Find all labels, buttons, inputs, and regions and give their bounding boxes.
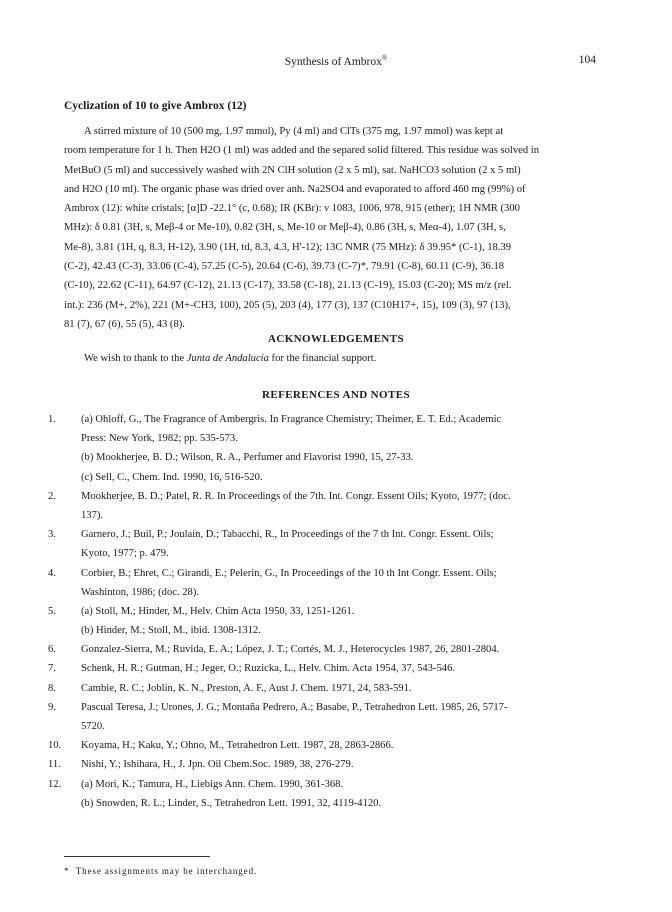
footnote-divider xyxy=(64,856,210,857)
reference-text: Press: New York, 1982; pp. 535-573. xyxy=(81,433,238,445)
reference-text: (b) Mookherjee, B. D.; Wilson, R. A., Perfumer and Flavorist 1990, 15, 27-33. xyxy=(81,452,414,464)
reference-text: (a) Ohloff, G., The Fragrance of Ambergris. In Fragrance Chemistry; Theimer, E. T. Ed.; Academic xyxy=(81,414,502,425)
reference-line xyxy=(48,525,620,544)
reference-text: Pascual Teresa, J.; Urones, J. G.; Montaña Pedrero, A.; Basabe, P., Tetrahedron Lett. 1985, 26, 5717- xyxy=(81,701,508,713)
reference-line xyxy=(48,755,620,774)
reference-number: 2. xyxy=(48,490,56,502)
reference-line xyxy=(48,698,620,717)
reference-text: Koyama, H.; Kaku, Y.; Ohno, M., Tetrahedron Lett. 1987, 28, 2863-2866. xyxy=(81,740,394,752)
reference-line xyxy=(48,640,620,659)
experimental-line: and H2O (10 ml). The organic phase was dried over anh. Na2SO4 and evaporated to afford 460 mg (99%) of xyxy=(64,183,526,195)
reference-line xyxy=(48,659,620,678)
experimental-line: MHz): δ 0.81 (3H, s, Meβ-4 or Me-10), 0.82 (3H, s, Me-10 or Meβ-4), 0.86 (3H, s, Meα-4), 1.07 (3H, s, xyxy=(64,222,506,234)
reference-text: Washinton, 1986; (doc. 28). xyxy=(81,586,200,598)
reference-number: 10. xyxy=(48,740,62,752)
experimental-heading: Cyclization of 10 to give Ambrox (12) xyxy=(64,100,247,112)
reference-number: 8. xyxy=(48,682,56,694)
reference-text: (b) Hinder, M.; Stoll, M., ibid. 1308-1312. xyxy=(81,625,261,637)
reference-text: 5720. xyxy=(81,721,105,732)
page-number: 104 xyxy=(578,54,596,66)
reference-line xyxy=(48,448,620,467)
footnote: * These assignments may be interchanged. xyxy=(64,866,258,876)
reference-line xyxy=(48,717,620,736)
reference-number: 1. xyxy=(48,414,56,425)
reference-number: 9. xyxy=(48,701,56,713)
acknowledgements-text: We wish to thank to the Junta de Andalucía for the financial support. xyxy=(84,353,377,364)
experimental-line: (C-10), 22.62 (C-11), 64.97 (C-12), 21.13 (C-17), 33.58 (C-18), 21.13 (C-19), 15.03 (C-20); MS m/z (rel. xyxy=(64,280,512,292)
reference-number: 11. xyxy=(48,759,61,771)
reference-text: (b) Snowden, R. L.; Linder, S., Tetrahedron Lett. 1991, 32, 4119-4120. xyxy=(81,797,382,809)
reference-line xyxy=(48,775,620,794)
reference-text: 137). xyxy=(81,509,104,521)
reference-text: Gonzalez-Sierra, M.; Ruvida, E. A.; López, J. T.; Cortés, M. J., Heterocycles 1987, 26, 2801-2804. xyxy=(81,644,500,656)
reference-line xyxy=(48,429,620,448)
references-list xyxy=(48,410,620,813)
reference-line xyxy=(48,583,620,602)
reference-number: 3. xyxy=(48,529,56,541)
reference-text: (c) Sell, C., Chem. Ind. 1990, 16, 516-520. xyxy=(81,471,263,483)
reference-line xyxy=(48,794,620,813)
reference-line xyxy=(48,602,620,621)
reference-text: Mookherjee, B. D.; Patel, R. R. In Proceedings of the 7th. Int. Congr. Essent Oils; Kyoto, 1977; (doc. xyxy=(81,490,511,502)
experimental-line: Me-8), 3.81 (1H, q, 8.3, H-12), 3.90 (1H, td, 8.3, 4.3, H'-12); 13C NMR (75 MHz): δ 39.95* (C-1), 18.39 xyxy=(64,241,512,253)
reference-line xyxy=(48,564,620,583)
reference-text: Garnero, J.; Buil, P.; Joulain, D.; Tabacchi, R., In Proceedings of the 7 th Int. Congr. Essent. Oils; xyxy=(81,529,494,541)
reference-number: 5. xyxy=(48,605,56,617)
reference-line xyxy=(48,468,620,487)
reference-text: Nishi, Y.; Ishihara, H., J. Jpn. Oil Chem.Soc. 1989, 38, 276-279. xyxy=(81,759,354,771)
registered-trademark: ® xyxy=(381,54,388,62)
experimental-line: Ambrox (12): white cristals; [α]D -22.1° (c, 0.68); IR (KBr): ν 1083, 1006, 978, 915 (ether); 1H NMR (300 xyxy=(64,203,520,215)
reference-number: 12. xyxy=(48,778,62,790)
reference-text: Schenk, H. R.; Gutman, H.; Jeger, O.; Ruzicka, L., Helv. Chim. Acta 1954, 37, 543-546. xyxy=(81,663,456,675)
experimental-line: A stirred mixture of 10 (500 mg, 1.97 mmol), Py (4 ml) and ClTs (375 mg, 1.97 mmol) was kept at xyxy=(84,126,504,137)
acknowledgements-heading: ACKNOWLEDGEMENTS xyxy=(268,333,404,345)
reference-line xyxy=(48,487,620,506)
experimental-line: int.): 236 (M+, 2%), 221 (M+-CH3, 100), 205 (5), 203 (4), 177 (3), 137 (C10H17+, 15), 109 (3), 97 (13), xyxy=(64,299,511,311)
reference-line xyxy=(48,410,620,429)
reference-line xyxy=(48,621,620,640)
reference-text: (a) Mori, K.; Tamura, H., Liebigs Ann. Chem. 1990, 361-368. xyxy=(81,778,344,790)
reference-text: Cambie, R. C.; Joblin, K. N., Preston, A. F., Aust J. Chem. 1971, 24, 583-591. xyxy=(81,682,412,694)
running-title: Synthesis of Ambrox® xyxy=(284,54,388,68)
experimental-body xyxy=(64,122,616,334)
funder-name: Junta de Andalucía xyxy=(186,353,269,364)
references-heading: REFERENCES AND NOTES xyxy=(262,389,410,401)
reference-line xyxy=(48,544,620,563)
experimental-line: (C-2), 42.43 (C-3), 33.06 (C-4), 57.25 (C-5), 20.64 (C-6), 39.73 (C-7)*, 79.91 (C-8), 60.11 (C-9), 36.18 xyxy=(64,261,505,273)
reference-line xyxy=(48,506,620,525)
running-head xyxy=(0,54,672,70)
reference-number: 4. xyxy=(48,567,56,579)
experimental-line: MetBuO (5 ml) and successively washed with 2N ClH solution (2 x 5 ml), sat. NaHCO3 solution (2 x 5 ml) xyxy=(64,164,521,176)
experimental-line: 81 (7), 67 (6), 55 (5), 43 (8). xyxy=(64,318,185,330)
reference-text: Corbier, B.; Ehret, C.; Girandi, E.; Pelerin, G., In Proceedings of the 10 th Int Congr. Essent. Oils; xyxy=(81,567,497,579)
experimental-line: room temperature for 1 h. Then H2O (1 ml) was added and the separed solid filtered. This residue was solved in xyxy=(64,145,540,157)
reference-line xyxy=(48,736,620,755)
reference-text: (a) Stoll, M.; Hinder, M., Helv. Chim Acta 1950, 33, 1251-1261. xyxy=(81,605,355,617)
reference-line xyxy=(48,679,620,698)
reference-number: 6. xyxy=(48,644,56,656)
reference-number: 7. xyxy=(48,663,56,675)
reference-text: Kyoto, 1977; p. 479. xyxy=(81,548,169,560)
